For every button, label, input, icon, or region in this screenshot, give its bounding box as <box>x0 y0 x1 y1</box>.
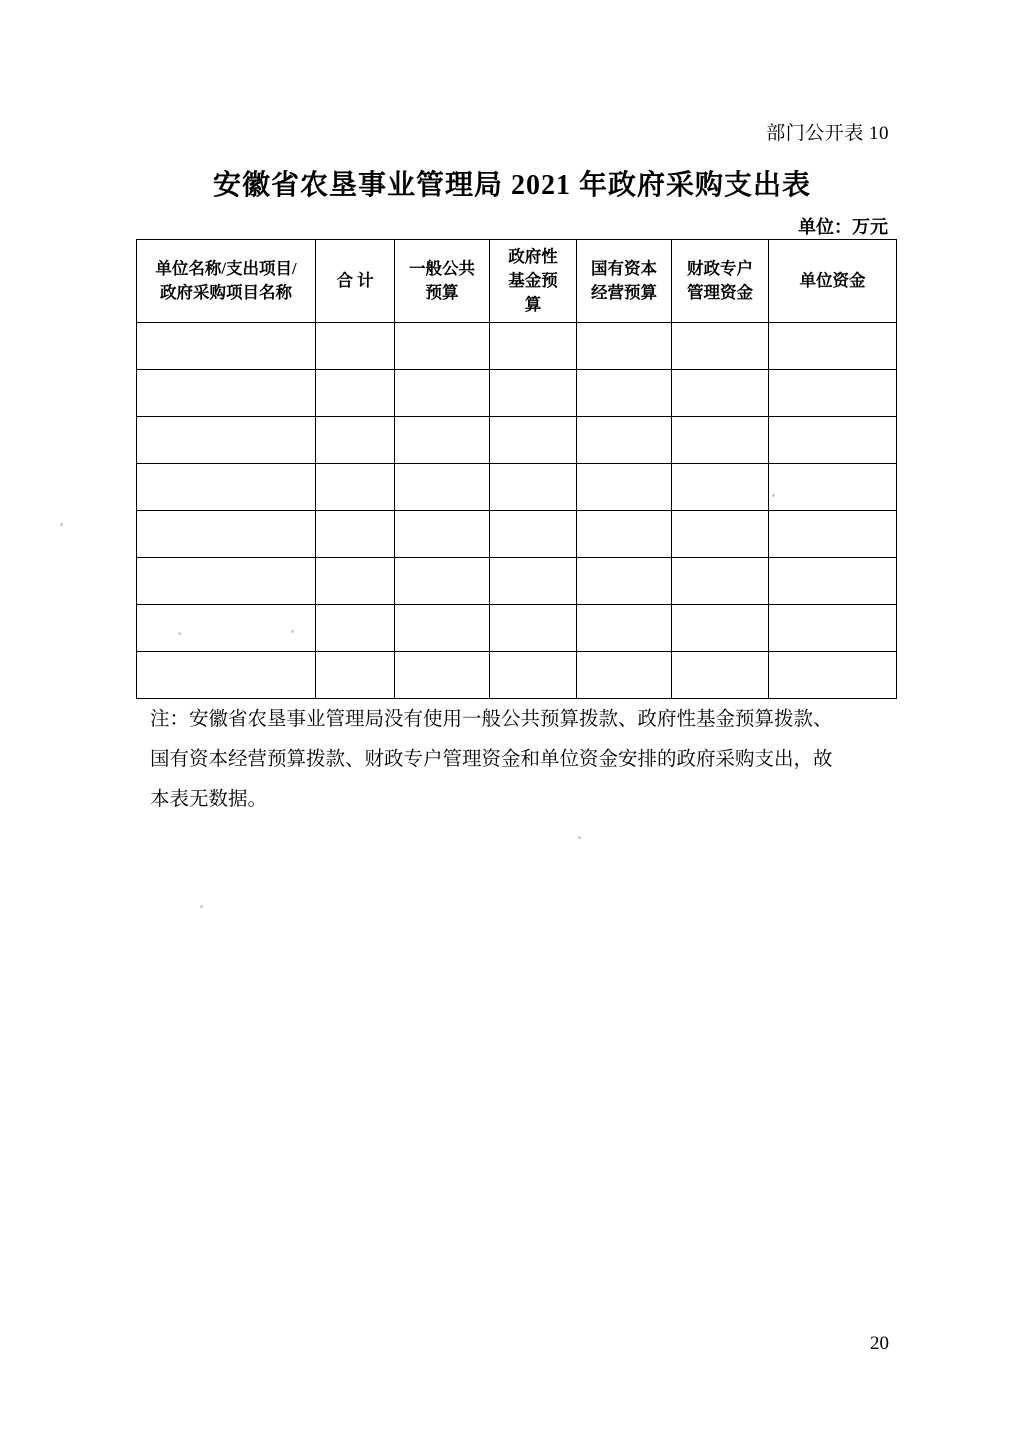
page-number: 20 <box>870 1333 889 1354</box>
table-row <box>137 464 897 511</box>
footnote-line-2: 国有资本经营预算拨款、财政专户管理资金和单位资金安排的政府采购支出，故 <box>150 748 833 770</box>
table-cell <box>672 323 769 370</box>
table-cell <box>577 417 672 464</box>
table-header-cell-general-public-budget <box>395 240 490 323</box>
scan-speck <box>578 836 581 839</box>
table-cell <box>672 464 769 511</box>
header-line: 算 <box>524 294 542 314</box>
table-cell <box>137 323 316 370</box>
table-cell <box>395 370 490 417</box>
table-header-cell-government-fund-budget <box>490 240 577 323</box>
table-header <box>137 240 897 323</box>
table-cell <box>577 652 672 699</box>
table-cell <box>672 511 769 558</box>
table-cell <box>137 605 316 652</box>
header-line: 单位名称/支出项目/ <box>155 259 297 279</box>
scan-speck <box>178 632 181 635</box>
table-cell <box>137 464 316 511</box>
table-cell <box>137 511 316 558</box>
table-header-row <box>137 240 897 323</box>
header-line: 经营预算 <box>591 283 657 302</box>
table-cell <box>769 323 897 370</box>
table-cell <box>490 323 577 370</box>
table-cell <box>577 605 672 652</box>
procurement-table <box>136 239 897 699</box>
header-line: 基金预 <box>508 271 558 291</box>
table-cell <box>672 652 769 699</box>
table-cell <box>672 558 769 605</box>
table-cell <box>769 370 897 417</box>
table-cell <box>316 464 395 511</box>
table-cell <box>395 605 490 652</box>
scan-speck <box>60 523 63 526</box>
table-cell <box>395 558 490 605</box>
table-cell <box>490 417 577 464</box>
header-line: 合 计 <box>336 271 374 291</box>
table-cell <box>137 417 316 464</box>
table-cell <box>769 605 897 652</box>
table-header-cell-unit-funds <box>769 240 897 323</box>
procurement-table-wrapper <box>136 239 889 699</box>
table-cell <box>672 605 769 652</box>
table-cell <box>316 417 395 464</box>
table-cell <box>490 464 577 511</box>
header-line: 单位资金 <box>799 271 866 291</box>
table-cell <box>395 652 490 699</box>
table-cell <box>769 417 897 464</box>
footnote-line-3: 本表无数据。 <box>150 788 268 810</box>
table-row <box>137 605 897 652</box>
table-cell <box>490 605 577 652</box>
table-cell <box>577 323 672 370</box>
unit-note: 单位：万元 <box>798 217 888 237</box>
header-line: 一般公共 <box>409 259 475 279</box>
table-header-cell-total <box>316 240 395 323</box>
header-line: 政府性 <box>508 247 558 267</box>
scan-speck <box>200 905 203 908</box>
scan-speck <box>291 630 294 633</box>
table-row <box>137 323 897 370</box>
table-cell <box>769 511 897 558</box>
header-line: 财政专户 <box>687 259 753 279</box>
table-cell <box>137 370 316 417</box>
document-header-label: 部门公开表 10 <box>766 123 889 144</box>
table-cell <box>316 558 395 605</box>
table-cell <box>769 558 897 605</box>
table-cell <box>137 558 316 605</box>
table-header-cell-fiscal-account-funds <box>672 240 769 323</box>
table-row <box>137 370 897 417</box>
scan-speck <box>772 494 775 497</box>
table-cell <box>490 370 577 417</box>
table-body <box>137 323 897 699</box>
table-cell <box>769 652 897 699</box>
table-row <box>137 511 897 558</box>
header-line: 政府采购项目名称 <box>160 283 292 302</box>
table-cell <box>395 417 490 464</box>
table-cell <box>490 511 577 558</box>
table-row <box>137 417 897 464</box>
table-cell <box>577 370 672 417</box>
table-cell <box>316 370 395 417</box>
table-cell <box>395 511 490 558</box>
table-cell <box>672 417 769 464</box>
header-line: 预算 <box>425 283 459 302</box>
table-cell <box>395 464 490 511</box>
table-cell <box>490 652 577 699</box>
table-cell <box>490 558 577 605</box>
footnote-line-1: 注：安徽省农垦事业管理局没有使用一般公共预算拨款、政府性基金预算拨款、 <box>150 709 833 730</box>
table-cell <box>316 605 395 652</box>
table-cell <box>316 652 395 699</box>
table-cell <box>316 511 395 558</box>
table-row <box>137 558 897 605</box>
table-row <box>137 652 897 699</box>
header-line: 管理资金 <box>687 283 753 302</box>
table-cell <box>577 464 672 511</box>
table-cell <box>137 652 316 699</box>
header-line: 国有资本 <box>591 259 657 279</box>
table-cell <box>577 558 672 605</box>
table-cell <box>395 323 490 370</box>
footnote <box>150 700 890 820</box>
page-title: 安徽省农垦事业管理局 2021 年政府采购支出表 <box>212 170 811 201</box>
table-cell <box>769 464 897 511</box>
table-header-cell-state-capital-budget <box>577 240 672 323</box>
table-cell <box>577 511 672 558</box>
table-cell <box>316 323 395 370</box>
table-cell <box>672 370 769 417</box>
table-header-cell-unit-name <box>137 240 316 323</box>
